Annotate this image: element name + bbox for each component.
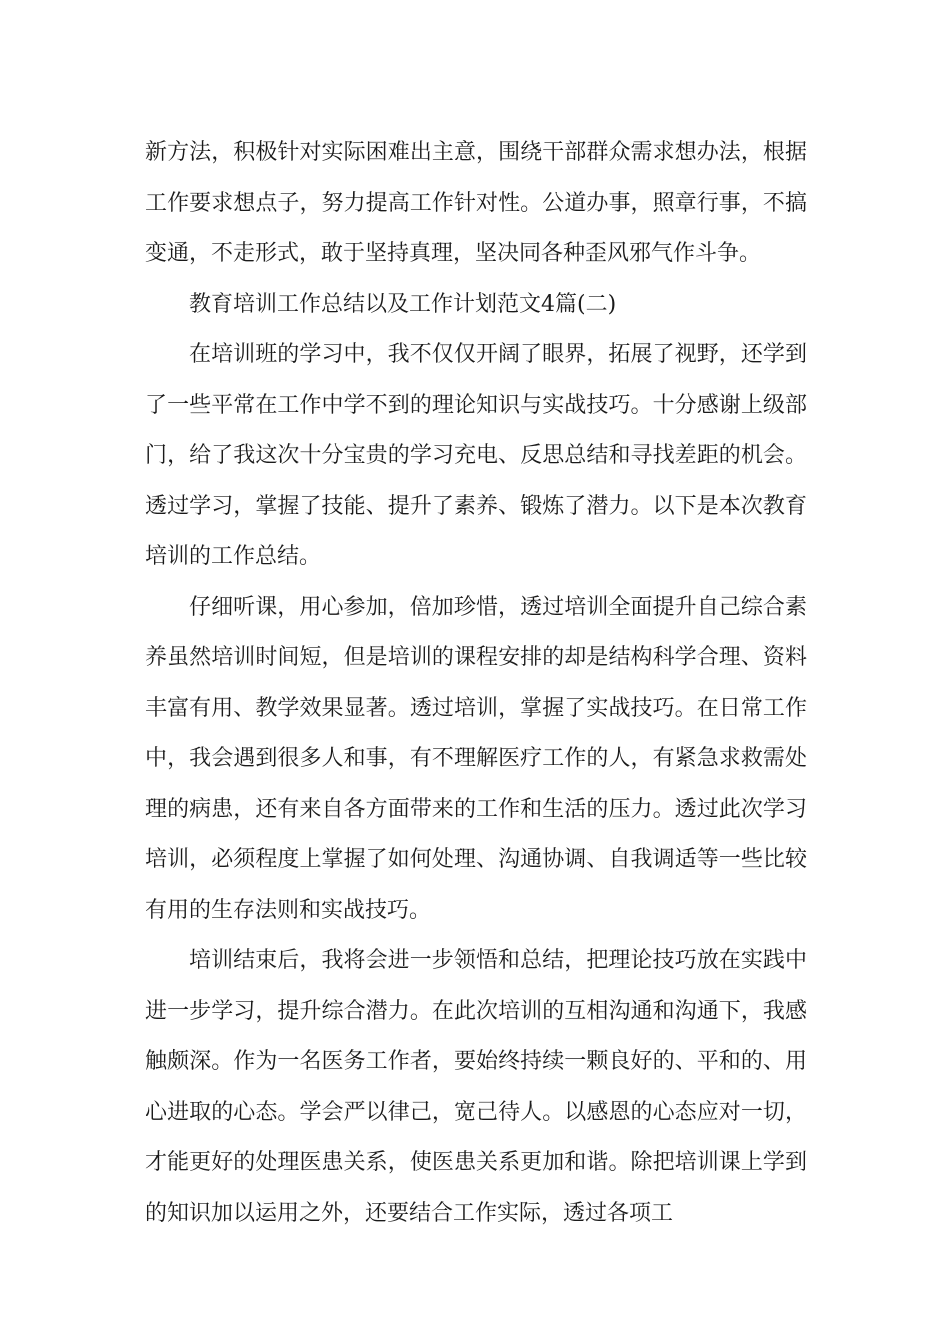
paragraph-intro: 在培训班的学习中，我不仅仅开阔了眼界，拓展了视野，还学到了一些平常在工作中学不到的理论知识与实战技巧。十分感谢上级部门，给了我这次十分宝贵的学习充电、反思总结和寻找差距的机会。透过学习，掌握了技能、提升了素养、锻炼了潜力。以下是本次教育培训的工作总结。 bbox=[145, 342, 807, 569]
document-body bbox=[145, 128, 807, 1239]
section-heading: 教育培训工作总结以及工作计划范文4篇(二) bbox=[189, 291, 617, 317]
paragraph-continuation: 新方法，积极针对实际困难出主意，围绕干部群众需求想办法，根据工作要求想点子，努力提高工作针对性。公道办事，照章行事，不搞变通，不走形式，敢于坚持真理，坚决同各种歪风邪气作斗争。 bbox=[145, 140, 807, 266]
paragraph-after-training: 培训结束后，我将会进一步领悟和总结，把理论技巧放在实践中进一步学习，提升综合潜力。在此次培训的互相沟通和沟通下，我感触颇深。作为一名医务工作者，要始终持续一颗良好的、平和的、用心进取的心态。学会严以律己，宽己待人。以感恩的心态应对一切，才能更好的处理医患关系，使医患关系更加和谐。除把培训课上学到的知识加以运用之外，还要结合工作实际，透过各项工 bbox=[145, 948, 807, 1226]
paragraph-listening: 仔细听课，用心参加，倍加珍惜，透过培训全面提升自己综合素养虽然培训时间短，但是培训的课程安排的却是结构科学合理、资料丰富有用、教学效果显著。透过培训，掌握了实战技巧。在日常工作中，我会遇到很多人和事，有不理解医疗工作的人，有紧急求救需处理的病患，还有来自各方面带来的工作和生活的压力。透过此次学习培训，必须程度上掌握了如何处理、沟通协调、自我调适等一些比较有用的生存法则和实战技巧。 bbox=[145, 594, 807, 923]
